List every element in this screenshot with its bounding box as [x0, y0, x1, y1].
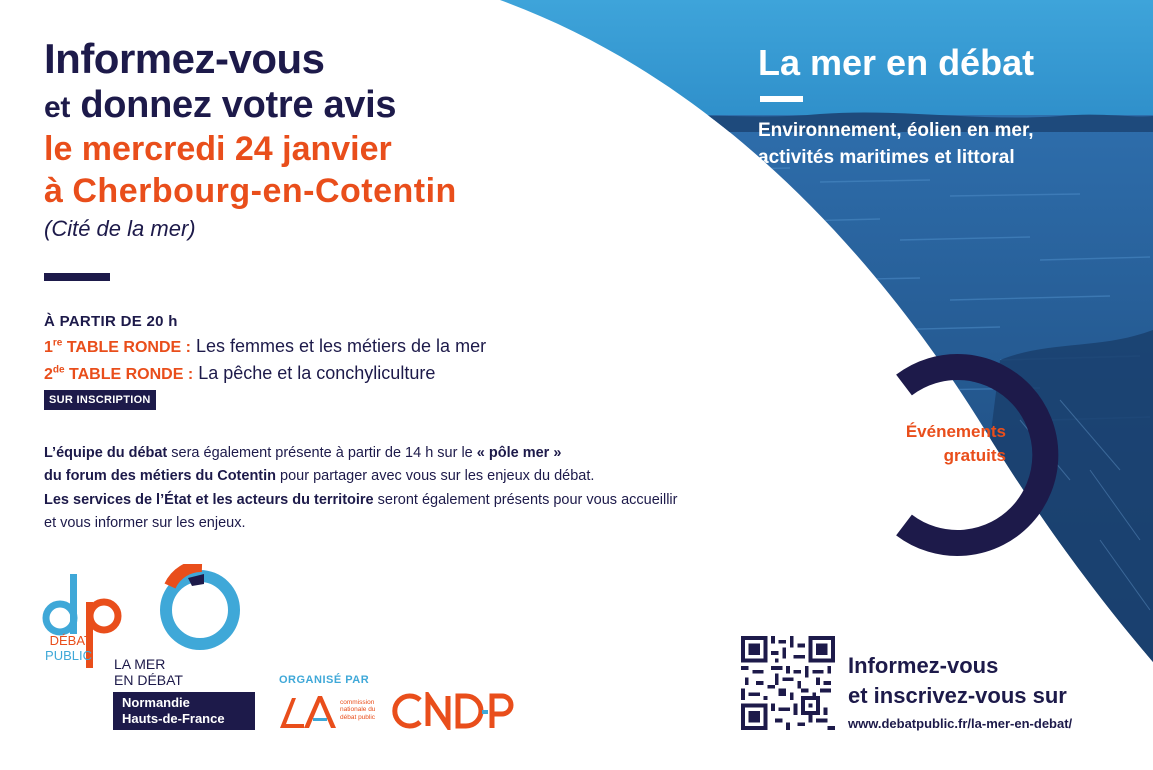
la-mer-line-1: LA MER [114, 656, 166, 672]
program-row-label [44, 339, 191, 356]
headline-line-1: Informez-vous [44, 35, 325, 82]
para-bold-4: Les services de l’État et les acteurs du territoire [44, 491, 374, 508]
debat-public-wordmark [32, 634, 92, 664]
para-text-4: et vous informer sur les enjeux. [44, 515, 246, 532]
program-time: À PARTIR DE 20 h [44, 313, 178, 330]
debat-public-line-2: PUBLIC [45, 647, 92, 663]
cndp-small-3: débat public [340, 713, 376, 721]
campaign-subtitle-line-1: Environnement, éolien en mer, [758, 120, 1034, 141]
para-text-1: sera également présente à partir de 14 h sur le [167, 445, 477, 461]
program-row-sup: de [52, 364, 65, 376]
para-bold-3: du forum des métiers du Cotentin [44, 468, 277, 485]
qr-code[interactable] [741, 636, 835, 730]
france-map-logo [158, 564, 242, 652]
program-row-num: 1 [44, 339, 53, 356]
debat-public-line-1: DÉBAT [49, 633, 92, 648]
program-row-label [44, 366, 193, 383]
event-venue: (Cité de la mer) [44, 216, 196, 241]
program-row-2 [44, 363, 486, 384]
divider-left [44, 273, 110, 281]
program-row-label-text: TABLE RONDE : [69, 366, 194, 383]
signup-line-2: et inscrivez-vous sur [848, 682, 1067, 708]
para-text-3: seront également présents pour vous accueillir [373, 491, 678, 508]
headline-line-2-et: et [44, 91, 71, 124]
registration-badge: SUR INSCRIPTION [44, 390, 156, 410]
organised-by-label: ORGANISÉ PAR [279, 674, 370, 686]
cndp-logo [390, 692, 520, 730]
region-badge [113, 692, 255, 730]
campaign-subtitle-line-2: activités maritimes et littoral [758, 146, 1015, 168]
info-paragraph [44, 442, 834, 536]
headline-line-2-rest: donnez votre avis [80, 84, 397, 126]
headline [44, 35, 457, 241]
headline-line-2 [44, 86, 457, 124]
event-place-name: Cherbourg-en-Cotentin [72, 172, 457, 210]
program-row-sup: re [52, 337, 63, 349]
para-bold-2: « pôle mer » [476, 445, 562, 461]
para-text-2: pour partager avec vous sur les enjeux du débat. [276, 468, 595, 485]
signup-heading [848, 651, 1067, 710]
event-place-prefix: à [44, 172, 63, 210]
program-row-label-text: TABLE RONDE : [66, 339, 191, 356]
free-events-line-1: Événements [905, 422, 1006, 441]
cndp-small-2: nationale du [340, 706, 376, 714]
signup-line-1: Informez-vous [848, 653, 999, 678]
cndp-small-1: commission [340, 699, 375, 706]
la-logo [278, 692, 342, 730]
region-line-2: Hauts-de-France [122, 711, 225, 727]
region-line-1: Normandie [122, 695, 190, 710]
program-row-text: Les femmes et les métiers de la mer [195, 336, 487, 356]
divider-right [760, 96, 803, 102]
signup-url-link[interactable]: www.debatpublic.fr/la-mer-en-debat/ [848, 716, 1073, 731]
event-place [44, 174, 457, 208]
event-date: le mercredi 24 janvier [44, 130, 392, 168]
campaign-subtitle [758, 118, 1034, 171]
para-bold-1: L’équipe du débat [44, 445, 168, 461]
cndp-small-text [340, 699, 375, 721]
program-row-1 [44, 336, 486, 357]
program-row-text: La pêche et la conchyliculture [198, 363, 436, 383]
program-row-num: 2 [44, 366, 53, 383]
campaign-title: La mer en débat [758, 42, 1035, 83]
la-mer-line-2: EN DÉBAT [114, 672, 183, 689]
free-events-label [846, 420, 1006, 468]
program [44, 313, 486, 410]
la-mer-en-debat-wordmark [114, 656, 183, 688]
free-events-line-2: gratuits [943, 445, 1006, 465]
